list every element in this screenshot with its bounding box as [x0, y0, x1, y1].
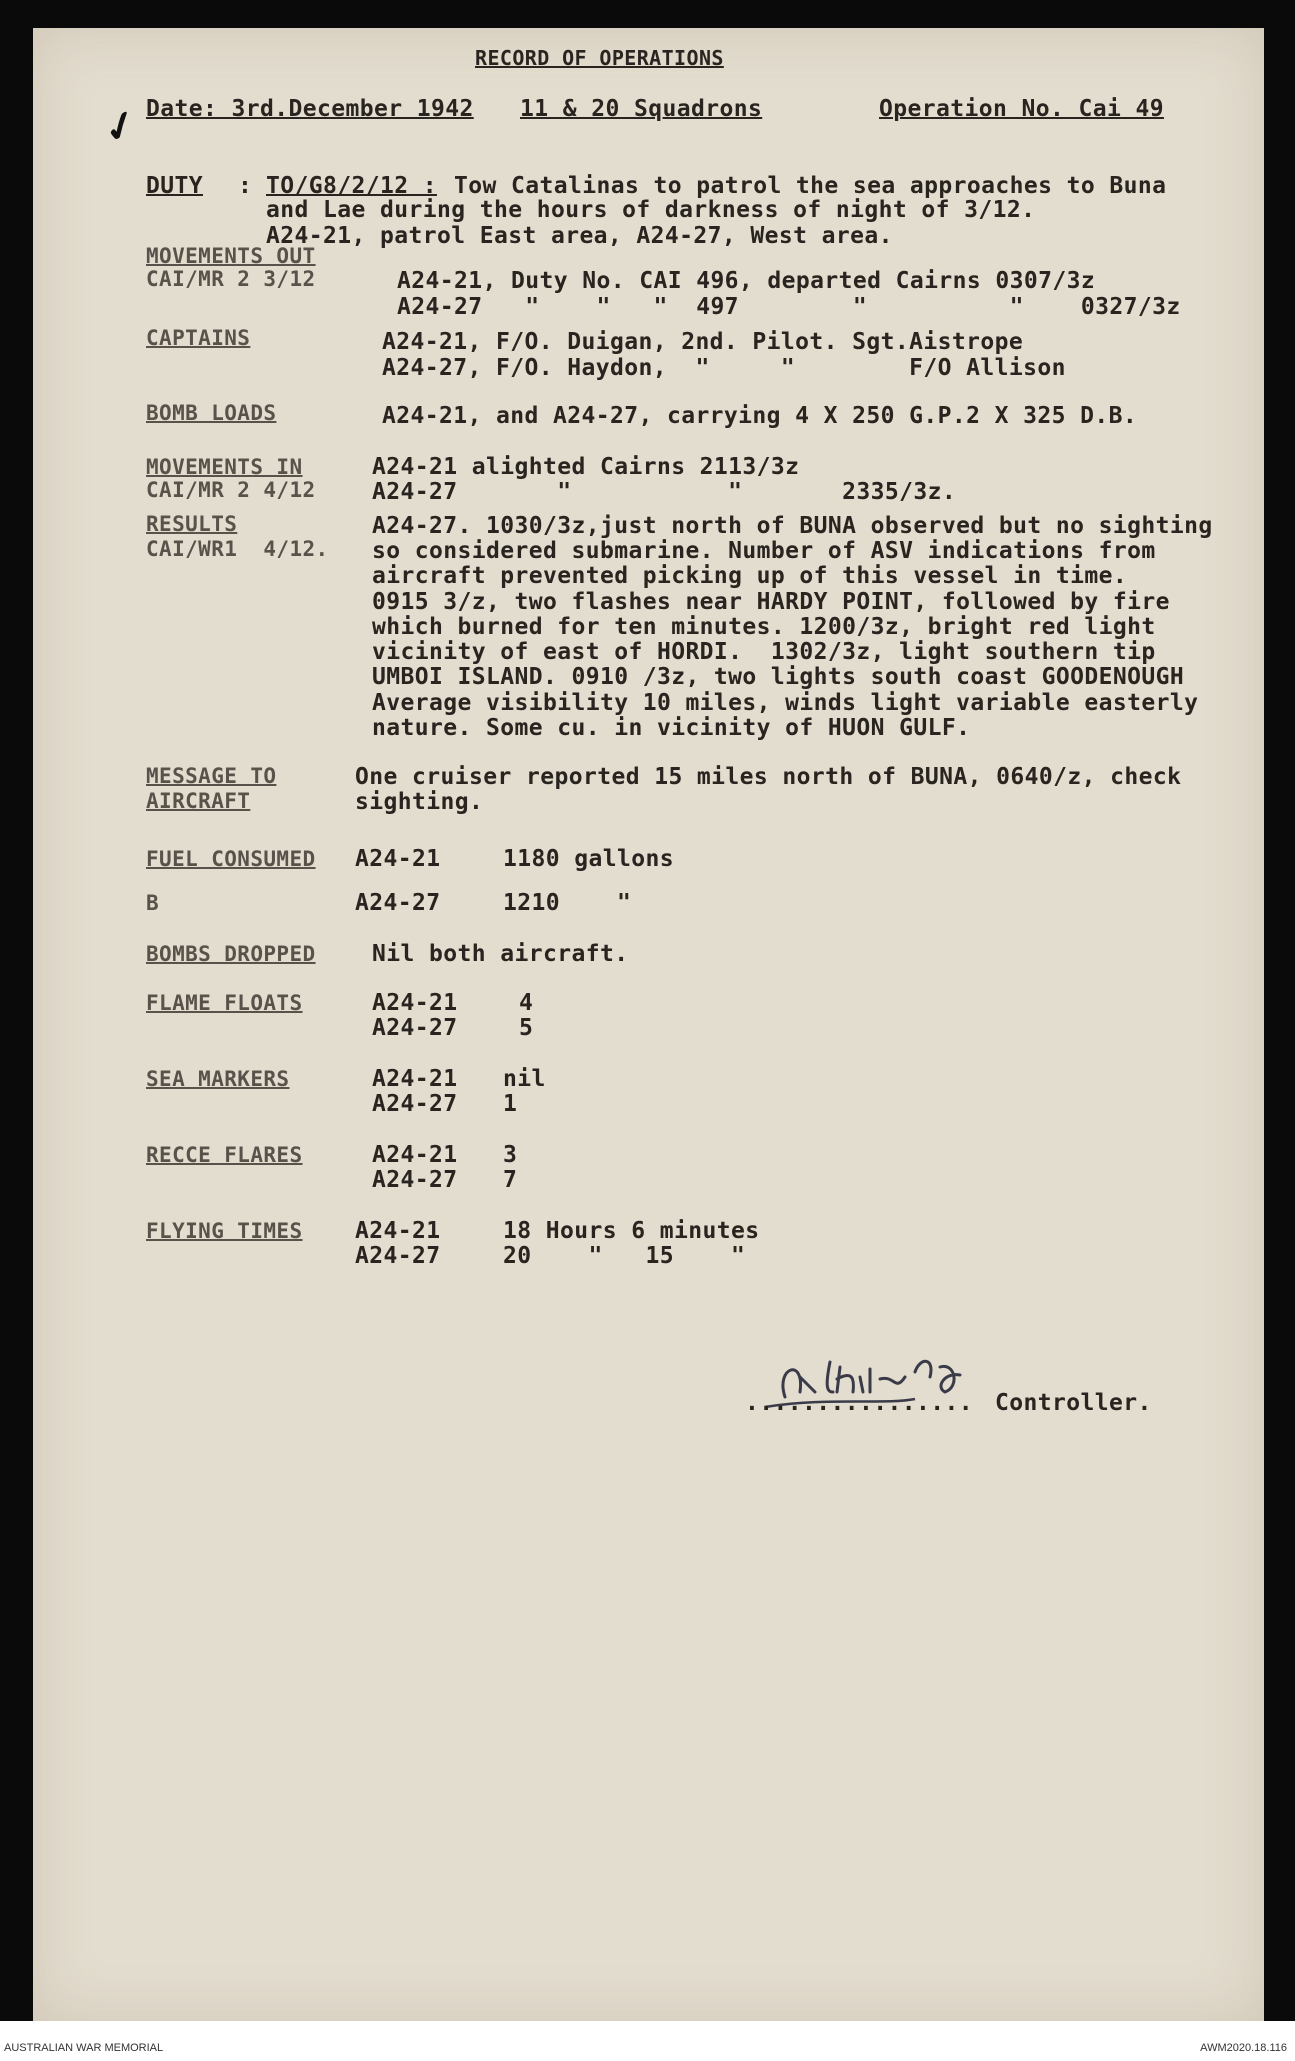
duty-line-2: and Lae during the hours of darkness of night of 3/12.	[266, 197, 1036, 223]
flame-floats-aircraft-2: A24-27	[372, 1015, 458, 1041]
results-line-7: UMBOI ISLAND. 0910 /3z, two lights south coast GOODENOUGH	[372, 664, 1185, 690]
captains-label: CAPTAINS	[146, 326, 251, 350]
fuel-label: FUEL CONSUMED	[146, 847, 316, 871]
fuel-aircraft-1: A24-21	[355, 846, 441, 872]
results-line-8: Average visibility 10 miles, winds light variable easterly	[372, 690, 1199, 716]
bomb-loads-label: BOMB LOADS	[146, 401, 277, 425]
results-line-1: A24-27. 1030/3z,just north of BUNA observed but no sighting	[372, 513, 1213, 539]
sea-markers-aircraft-1: A24-21	[372, 1066, 458, 1092]
message-line-2: sighting.	[355, 789, 484, 815]
results-line-3: aircraft prevented picking up of this vessel in time.	[372, 563, 1128, 589]
controller-label: Controller.	[995, 1390, 1152, 1416]
footer-institution: AUSTRALIAN WAR MEMORIAL	[4, 2042, 164, 2054]
results-label: RESULTS	[146, 512, 238, 536]
sea-markers-value-2: 1	[503, 1091, 518, 1117]
results-line-2: so considered submarine. Number of ASV indications from	[372, 538, 1156, 564]
pencil-tick-mark: ✓	[97, 100, 145, 154]
fuel-value-1: 1180 gallons	[503, 846, 674, 872]
captains-line-2: A24-27, F/O. Haydon, " " F/O Allison	[382, 355, 1066, 381]
duty-line-1: Tow Catalinas to patrol the sea approaches to Buna	[454, 173, 1167, 199]
movements-out-label: MOVEMENTS OUT	[146, 244, 316, 268]
recce-flares-value-2: 7	[503, 1167, 518, 1193]
movements-in-line-1: A24-21 alighted Cairns 2113/3z	[372, 454, 800, 480]
sea-markers-label: SEA MARKERS	[146, 1067, 290, 1091]
movements-out-ref: CAI/MR 2 3/12	[146, 267, 316, 291]
results-line-6: vicinity of east of HORDI. 1302/3z, light southern tip	[372, 639, 1156, 665]
flying-times-value-1: 18 Hours 6 minutes	[503, 1218, 760, 1244]
archive-footer	[0, 2021, 1295, 2061]
message-label-2: AIRCRAFT	[146, 789, 251, 813]
header-operation: Operation No. Cai 49	[879, 96, 1164, 122]
bombs-dropped-label: BOMBS DROPPED	[146, 942, 316, 966]
duty-line-3: A24-21, patrol East area, A24-27, West area.	[266, 223, 893, 249]
flame-floats-aircraft-1: A24-21	[372, 990, 458, 1016]
flying-times-aircraft-2: A24-27	[355, 1243, 441, 1269]
movements-in-line-2: A24-27 " " 2335/3z.	[372, 479, 957, 505]
results-line-4: 0915 3/z, two flashes near HARDY POINT, followed by fire	[372, 589, 1170, 615]
fuel-ref: B	[146, 891, 160, 915]
duty-ref: TO/G8/2/12 :	[266, 173, 437, 199]
signature-dots: ................	[745, 1390, 973, 1416]
header-squadrons: 11 & 20 Squadrons	[520, 96, 763, 122]
flame-floats-value-2: 5	[519, 1015, 534, 1041]
results-ref: CAI/WR1 4/12.	[146, 537, 329, 561]
flame-floats-value-1: 4	[519, 990, 534, 1016]
movements-in-ref: CAI/MR 2 4/12	[146, 478, 316, 502]
duty-colon: :	[238, 173, 253, 199]
recce-flares-label: RECCE FLARES	[146, 1143, 303, 1167]
movements-in-label: MOVEMENTS IN	[146, 455, 303, 479]
recce-flares-aircraft-1: A24-21	[372, 1142, 458, 1168]
bomb-loads-text: A24-21, and A24-27, carrying 4 X 250 G.P.2 X 325 D.B.	[382, 403, 1138, 429]
flying-times-value-2: 20 " 15 "	[503, 1243, 746, 1269]
flame-floats-label: FLAME FLOATS	[146, 991, 303, 1015]
results-line-5: which burned for ten minutes. 1200/3z, bright red light	[372, 614, 1156, 640]
fuel-aircraft-2: A24-27	[355, 890, 441, 916]
fuel-value-2: 1210 "	[503, 890, 632, 916]
recce-flares-aircraft-2: A24-27	[372, 1167, 458, 1193]
movements-out-line-2: A24-27 " " " 497 " " 0327/3z	[397, 294, 1181, 320]
message-line-1: One cruiser reported 15 miles north of BUNA, 0640/z, check	[355, 764, 1182, 790]
sea-markers-aircraft-2: A24-27	[372, 1091, 458, 1117]
results-line-9: nature. Some cu. in vicinity of HUON GULF.	[372, 715, 971, 741]
message-label-1: MESSAGE TO	[146, 764, 277, 788]
captains-line-1: A24-21, F/O. Duigan, 2nd. Pilot. Sgt.Aistrope	[382, 329, 1024, 355]
flying-times-aircraft-1: A24-21	[355, 1218, 441, 1244]
footer-accession-number: AWM2020.18.116	[1200, 2042, 1287, 2054]
recce-flares-value-1: 3	[503, 1142, 518, 1168]
flying-times-label: FLYING TIMES	[146, 1219, 303, 1243]
sea-markers-value-1: nil	[503, 1066, 546, 1092]
header-date: Date: 3rd.December 1942	[146, 96, 474, 122]
movements-out-line-1: A24-21, Duty No. CAI 496, departed Cairns 0307/3z	[397, 268, 1096, 294]
duty-label: DUTY	[146, 173, 203, 199]
document-title: RECORD OF OPERATIONS	[475, 46, 724, 70]
bombs-dropped-text: Nil both aircraft.	[372, 941, 629, 967]
